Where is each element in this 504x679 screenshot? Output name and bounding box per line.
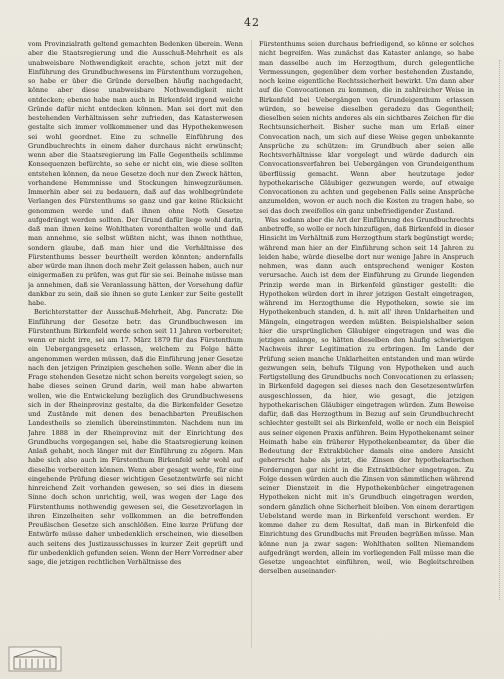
paragraph: vom Provinzialrath geltend gemachten Bedenken überein. Wenn aber die Staatsregierung und die Ausschuß-Mehrheit es als unabweisbare Nothwendigkeit erachte, schon jetzt mit der Einführung des Grundbuchwesens im Fürstenthum vorzugehen, so habe er über die Gründe derselben häufig nachgedacht, könne aber diese unabweisbare Nothwendigkeit nicht entdecken; ebenso habe man auch in Birkenfeld irgend welche Gründe dafür nicht entdecken können. Man sei dort mit den bestehenden Verhältnissen sehr zufrieden, das Katasterwesen gestalte sich immer vollkommener und das Hypothekenwesen sei wohl geordnet. Eine zu schnelle Einführung des Grundbuchrechts in einem daher durchaus nicht erwünscht; wenn aber die Staatsregierung im Falle Gegentheils schlimme Konsequenzen befürchte, so sehe er nicht ein, wie diese sollten entstehen können, da neue Gesetze doch nur den Zweck hätten, vorhandene Hemmnisse und Stockungen hinwegzuräumen. Immerhin aber sei zu bedauern, daß auf das wohlbegründete Verlangen des Fürstenthums so ganz und gar keine Rücksicht genommen werde und daß ihnen ohne Noth Gesetze aufgedrängt werden sollten. Der Grund dafür liege wohl darin, daß man ihnen keine Wohlthaten vorenthalten wolle und daß man annehme, sie selbst wüßten nicht, was ihnen noththue, sondern glaube, daß man hier und die Verhältnisse des Fürstenthums besser beurtheilt werden könnten; andernfalls aber würde man ihnen doch mehr Zeit gelassen haben, auch nur einigermaßen zu prüfen, was gut für sie sei. Beinahe müsse man ja annehmen, daß sie Veranlassung hätten, der Vorsehung dafür dankbar zu sein, daß sie ihnen so gute Lenker zur Seite gestellt habe.	[28, 40, 243, 307]
paragraph: Was sodann aber die Art der Einführung des Grundbuchrechts anbetreffe, so wolle er noch hinzufügen, daß Birkenfeld in dieser Hinsicht im Verhältniß zum Herzogthum stark begünstigt werde; während man hier an der Einführung schon seit 14 Jahren zu leiden habe, würde dieselbe dort nur wenige Jahre in Anspruch nehmen, was dann auch entsprechend weniger Kosten verursache. Auch ist dem der Einführung zu Grunde liegenden Prinzip werde man in Birkenfeld günstiger gestellt: die Hypotheken würden dort in ihrer jetzigen Gestalt eingetragen, während im Herzogthume die Hypotheken, sowie sie im Hypothekenbuch standen, d. h. mit all' ihren Unklarheiten und Mängeln, eingetragen werden müßten. Beispielshalber seien hier die ursprünglichen Gläubiger eingetragen und was die jetzigen anlange, so hätten dieselben den häufig schwierigen Nachweis ihrer Legitimation zu erbringen. Im Lande der Prüfung seien manche Unklarheiten entstanden und man würde gezwungen sein, behufs Tilgung von Hypotheken und auch Fertigstellung des Grundbuchs noch Convocationen zu erlassen; in Birkenfeld dagegen sei dieses nach den Gesetzesentwürfen ausgeschlossen, da hier, wie gesagt, die jetzigen hypothekarischen Gläubiger eingetragen würden. Zum Beweise dafür, daß das Herzogthum in Bezug auf sein Grundbuchrecht schlechter gestellt sei als Birkenfeld, wolle er noch ein Beispiel aus seiner eigenen Praxis anführen. Beim Hypothekenamt seiner Heimath habe ein früherer Hypothekenbeamter, da über die Bedeutung der Extrakbücher damals eine andere Ansicht geherrscht habe als jetzt, die Zinsen der hypothekarischen Forderungen gar nicht in die Extraktbücher eingetragen. Zu Folge dessen würden auch die Zinsen von sämmtlichen während seiner Dienstzeit in die Hypothekenbücher eingetragenen Hypotheken nicht mit in's Grundbuch eingetragen werden, sondern gänzlich ohne Sicherheit bleiben. Von einem derartigen Uebelstand werde man in Birkenfeld verschont werden. Er komme daher zu dem Resultat, daß man in Birkenfeld die Einrichtung des Grundbuchs mit Freuden begrüßen müsse. Man könne nun ja zwar sagen: Wohlthaten sollten Niemandem aufgedrängt werden, allein im vorliegenden Fall müsse man die Gesetze ungeachtet einführen, weil, wie Begleitschreiben derselben auseinander-	[259, 215, 474, 576]
paragraph: Berichterstatter der Ausschuß-Mehrheit, Abg. Pancratz: Die Einführung der Gesetze betr. das Grundbuchwesen im Fürstenthum Birkenfeld werde schon seit 11 Jahren vorbereitet; wenn er nicht irre, sei am 17. März 1879 für das Fürstenthum ein Uebergangsgesetz erlassen, welchem zu Folge hätte angenommen werden müssen, daß die Einführung jener Gesetze nach den jetzigen Prinzipien geschehen solle. Wenn aber die in Frage stehenden Gesetze nicht schon bereits vorgelegt seien, so habe dieses seinen Grund darin, weil man habe abwarten wollen, wie die Entwickelung bezüglich des Grundbuchwesens sich in der Rheinprovinz gestalte, da die Birkenfelder Gesetze und Zustände mit denen des benachbarten Preußischen Landestheils so ziemlich übereinstimmten. Nachdem nun im Jahre 1888 in der Rheinprovinz mit der Einrichtung des Grundbuchs vorgegangen sei, habe die Staatsregierung keinen Anlaß gehabt, noch länger mit der Einführung zu zögern. Man habe sich also auch im Fürstenthum Birkenfeld sehr wohl auf dieselbe vorbereiten können. Wenn aber gesagt werde, für eine eingehende Prüfung dieser wichtigen Gesetzentwürfe sei nicht hinreichend Zeit vorhanden gewesen, so sei dies in diesem Sinne doch schon unrichtig, weil, was wegen der Lage des Fürstenthums nothwendig gewesen sei, die Gesetzvorlagen in ihren Einzelheiten sehr vollkommen an die betreffenden Preußischen Gesetze sich anschlößen. Eine kurze Prüfung der Entwürfe müsse daher unbedenklich erscheinen, wie dieselben auch seitens des Justizausschusses in kurzer Zeit geprüft und für unbedenklich gefunden seien. Wenn der Herr Vorredner aber sage, die jetzigen rechtlichen Verhältnisse des	[28, 308, 243, 566]
paragraph: Fürstenthums seien durchaus befriedigend, so könne er solches nicht begreifen. Was zunächst das Kataster anlange, so habe man dasselbe auch im Herzogthum, durch gelegentliche Vermessungen, gegenüber dem vorher bestehenden Zustande, noch keine eigentliche Rechtssicherheit bewirkt. Um dann aber auf die Convocationen zu kommen, die in zahlreicher Weise in Birkenfeld bei Uebergängen von Grundeigenthum erlassen würden, so beweise dieselben geradezu das Gegentheil; dieselben seien nichts anderes als ein sichtbares Zeichen für die Rechtsunsicherheit. Bisher suche man um Erlaß einer Convocation nach, um sich auf diese Weise gegen unbekannte Ansprüche zu schützen: im Grundbuch aber seien alle Rechtsverhältnisse klar vorgelegt und würde dadurch ein Convocationsverfahren bei Uebergängen von Grundeigenthum überflüssig gemacht. Wenn aber heutzutage jeder hypothekarische Gläubiger gezwungen werde, auf etwaige Convocationen zu achten und gegebenen Falls seine Ansprüche anzumelden, wovon er auch noch die Kosten zu tragen habe, so sei das doch zweifellos ein ganz unbefriedigender Zustand.	[259, 40, 474, 215]
column-divider	[251, 40, 252, 648]
library-stamp-icon	[8, 646, 62, 672]
right-column	[259, 40, 474, 648]
text-columns	[28, 40, 474, 648]
page-number: 42	[244, 16, 260, 29]
page-edge-mark	[493, 60, 500, 600]
left-column	[28, 40, 243, 648]
